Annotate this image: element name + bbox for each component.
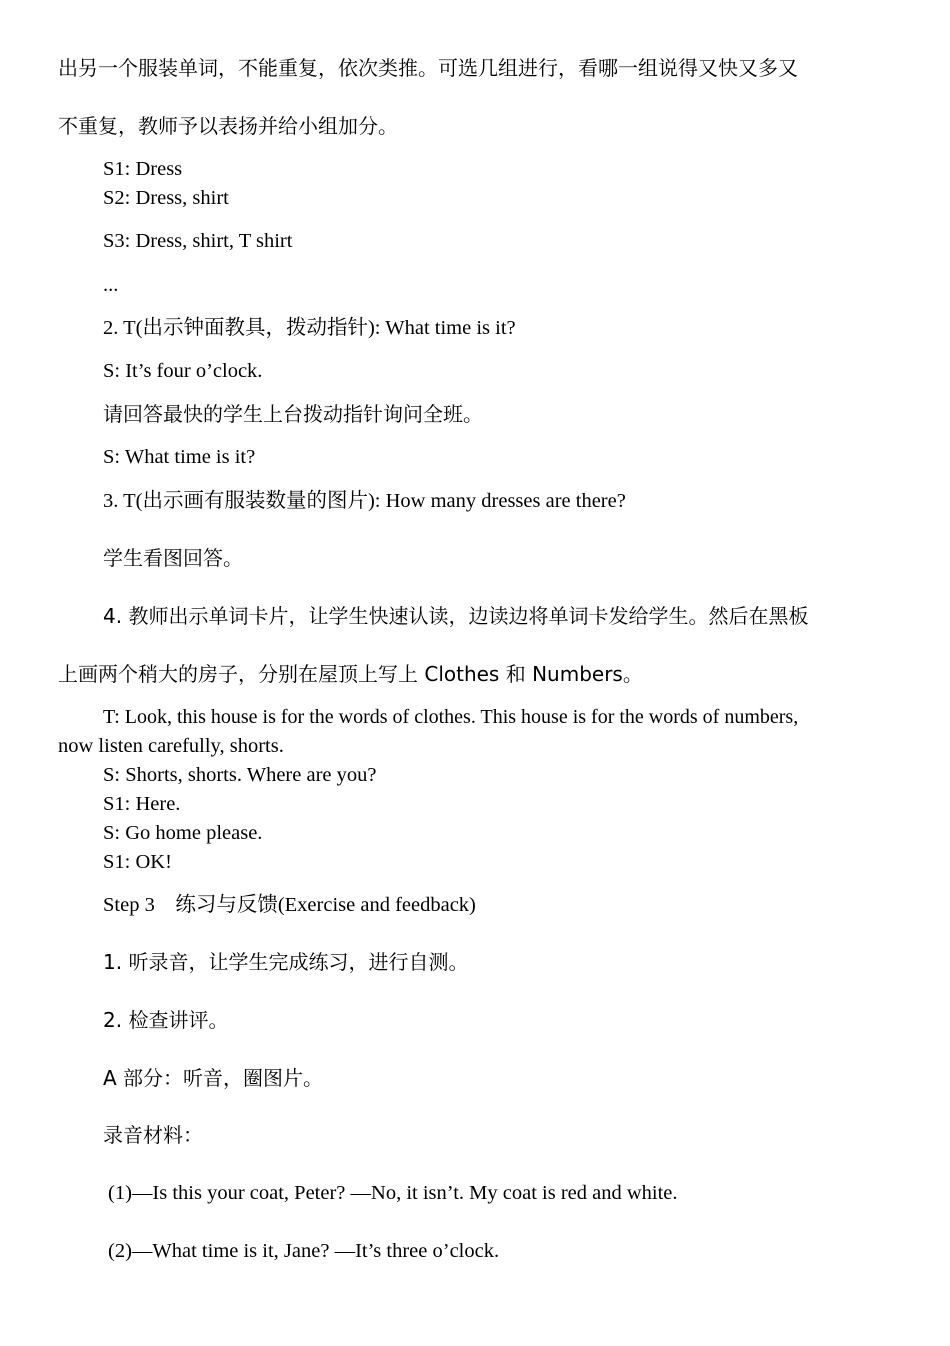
text-line-4: S2: Dress, shirt: [103, 187, 229, 209]
text-line-16: now listen carefully, shorts.: [58, 735, 284, 757]
text-line-3: S1: Dress: [103, 158, 183, 180]
text-line-27: (2)—What time is it, Jane? —It’s three o’clock.: [108, 1240, 500, 1262]
text-line-14: 上画两个稍大的房子，分别在屋顶上写上 Clothes 和 Numbers。: [58, 662, 643, 686]
text-line-19: S: Go home please.: [103, 822, 263, 844]
text-line-22: 1. 听录音，让学生完成练习，进行自测。: [103, 950, 469, 974]
text-line-24: A 部分：听音，圈图片。: [103, 1066, 324, 1090]
text-line-7: 2. T(出示钟面教具，拨动指针): What time is it?: [103, 317, 516, 339]
text-line-13: 4. 教师出示单词卡片，让学生快速认读，边读边将单词卡发给学生。然后在黑板: [103, 604, 809, 628]
text-line-6: ...: [103, 274, 119, 296]
text-line-9: 请回答最快的学生上台拨动指针询问全班。: [103, 402, 483, 426]
text-line-20: S1: OK!: [103, 851, 172, 873]
text-line-15: T: Look, this house is for the words of clothes. This house is for the words of numbers,: [103, 706, 799, 728]
text-line-23: 2. 检查讲评。: [103, 1008, 229, 1032]
text-line-17: S: Shorts, shorts. Where are you?: [103, 764, 377, 786]
text-line-5: S3: Dress, shirt, T shirt: [103, 230, 293, 252]
text-line-8: S: It’s four o’clock.: [103, 360, 263, 382]
text-line-18: S1: Here.: [103, 793, 181, 815]
text-line-26: (1)—Is this your coat, Peter? —No, it isn’t. My coat is red and white.: [108, 1182, 678, 1204]
text-line-2: 不重复，教师予以表扬并给小组加分。: [58, 114, 398, 138]
text-line-1: 出另一个服装单词，不能重复，依次类推。可选几组进行，看哪一组说得又快又多又: [58, 56, 798, 80]
text-line-11: 3. T(出示画有服装数量的图片): How many dresses are there?: [103, 490, 626, 512]
text-line-10: S: What time is it?: [103, 446, 256, 468]
text-line-12: 学生看图回答。: [103, 546, 243, 570]
text-line-25: 录音材料：: [103, 1123, 203, 1147]
text-line-21: Step 3 练习与反馈(Exercise and feedback): [103, 894, 476, 916]
